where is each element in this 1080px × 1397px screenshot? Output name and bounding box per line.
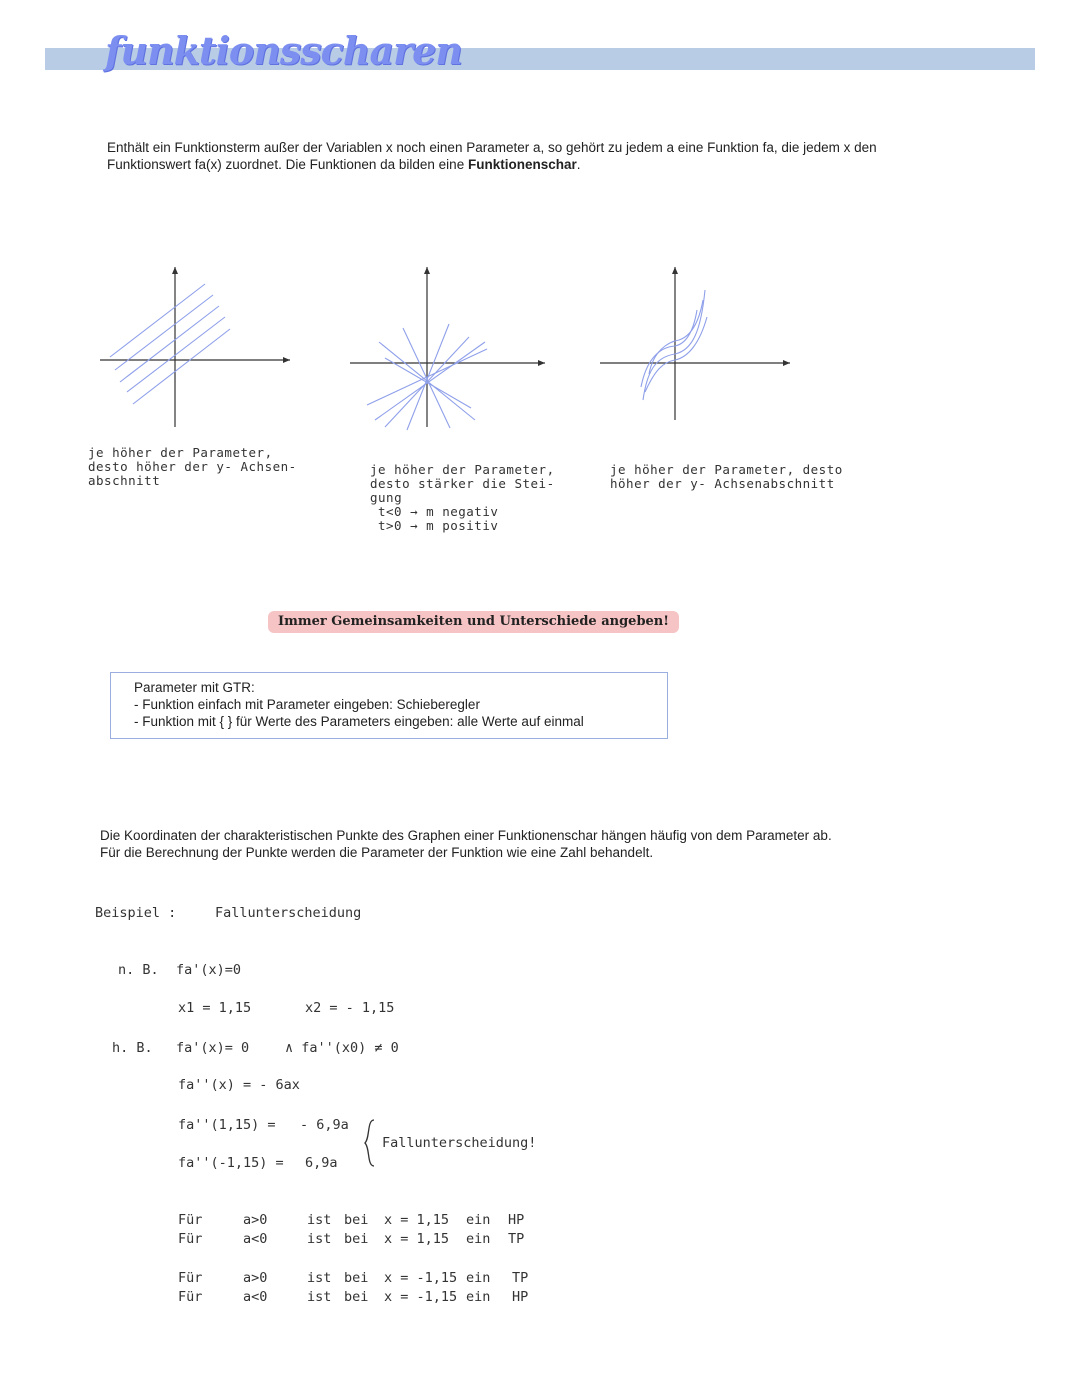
- note-graph-2: [370, 463, 570, 533]
- note-line: gung: [370, 490, 403, 505]
- row-bei: bei: [344, 1270, 369, 1286]
- row-ein: ein: [466, 1231, 491, 1247]
- second-derivative-pos: fa''(1,15) =: [178, 1117, 276, 1133]
- row-ein: ein: [466, 1270, 491, 1286]
- graph-line: [407, 324, 449, 430]
- note-line: höher der y- Achsenabschnitt: [610, 476, 835, 491]
- second-derivative: fa''(x) = - 6ax: [178, 1077, 300, 1093]
- gtr-info-box: [110, 672, 668, 739]
- brace-note: Fallunterscheidung!: [382, 1135, 537, 1151]
- note-line: je höher der Parameter,: [88, 445, 273, 460]
- nb-label: n. B.: [118, 962, 159, 978]
- koordinaten-line: Für die Berechnung der Punkte werden die Parameter der Funktion wie eine Zahl behandelt.: [100, 845, 654, 860]
- note-line: abschnitt: [88, 473, 161, 488]
- graph-cubic-curves: [595, 262, 795, 432]
- second-derivative-pos-value: - 6,9a: [300, 1117, 349, 1133]
- cubic-curve-group: [641, 290, 707, 400]
- graph-line: [375, 342, 485, 420]
- row-condition: a>0: [243, 1212, 268, 1228]
- graph-line: [127, 317, 225, 392]
- y-axis-arrow-icon: [172, 267, 178, 274]
- gtr-item: - Funktion einfach mit Parameter eingeben: Schieberegler: [134, 697, 480, 712]
- note-line: je höher der Parameter,: [370, 462, 555, 477]
- highlight-note: Immer Gemeinsamkeiten und Unterschiede angeben!: [268, 611, 679, 633]
- graph-line: [120, 306, 219, 382]
- parallel-line-group: [110, 284, 230, 404]
- note-line: je höher der Parameter, desto: [610, 462, 843, 477]
- intro-period: .: [576, 157, 581, 172]
- row-x: x = 1,15: [384, 1212, 450, 1228]
- intro-bold-term: Funktionenschar: [467, 157, 577, 172]
- second-derivative-neg-value: 6,9a: [305, 1155, 338, 1171]
- row-ist: ist: [307, 1212, 332, 1228]
- row-point-type: HP: [508, 1212, 525, 1228]
- gtr-title: Parameter mit GTR:: [134, 680, 255, 695]
- row-fuer: Für: [178, 1231, 203, 1247]
- nb-equation: fa'(x)=0: [176, 962, 242, 978]
- row-ein: ein: [466, 1289, 491, 1305]
- graph-lines-through-point: [345, 262, 550, 432]
- row-bei: bei: [344, 1289, 369, 1305]
- row-fuer: Für: [178, 1270, 203, 1286]
- note-graph-1: [88, 446, 318, 488]
- graph-parallel-lines: [95, 262, 295, 432]
- second-derivative-neg: fa''(-1,15) =: [178, 1155, 284, 1171]
- x-axis-arrow-icon: [283, 357, 290, 363]
- hb-equation: fa'(x)= 0: [176, 1040, 250, 1056]
- row-x: x = 1,15: [384, 1231, 450, 1247]
- row-ist: ist: [307, 1289, 332, 1305]
- row-condition: a<0: [243, 1289, 268, 1305]
- row-ist: ist: [307, 1231, 332, 1247]
- graph-line: [133, 329, 230, 404]
- row-bei: bei: [344, 1212, 369, 1228]
- koordinaten-line: Die Koordinaten der charakteristischen Punkte des Graphen einer Funktionenschar hängen häufig von dem Parameter ab.: [100, 828, 832, 843]
- note-line: t<0 → m negativ: [378, 504, 499, 519]
- graph-curve: [643, 290, 705, 400]
- row-ein: ein: [466, 1212, 491, 1228]
- row-point-type: HP: [512, 1289, 529, 1305]
- gtr-item: - Funktion mit { } für Werte des Parameters eingeben: alle Werte auf einmal: [134, 714, 584, 729]
- hb-label: h. B.: [112, 1040, 153, 1056]
- y-axis-arrow-icon: [672, 267, 678, 274]
- row-x: x = -1,15: [384, 1270, 458, 1286]
- row-ist: ist: [307, 1270, 332, 1286]
- y-axis-arrow-icon: [424, 267, 430, 274]
- row-condition: a>0: [243, 1270, 268, 1286]
- row-fuer: Für: [178, 1289, 203, 1305]
- note-line: desto höher der y- Achsen-: [88, 459, 297, 474]
- page-title: funktionsscharen: [105, 28, 462, 73]
- intro-paragraph: [107, 139, 927, 173]
- graph-line: [110, 284, 205, 357]
- intro-text: Enthält ein Funktionsterm außer der Variablen x noch einen Parameter a, so gehört zu jedem a eine Funktion fa, die jedem x den Funktionswert fa(x) zuordnet. Die Funktionen da bilden eine: [107, 140, 877, 172]
- graph-line: [385, 358, 471, 408]
- row-point-type: TP: [508, 1231, 525, 1247]
- x-axis-arrow-icon: [783, 360, 790, 366]
- koordinaten-paragraph: [100, 827, 960, 861]
- graph-line: [115, 295, 213, 370]
- x2-value: x2 = - 1,15: [305, 1000, 395, 1016]
- curly-brace-icon: [362, 1118, 378, 1168]
- hb-condition: ∧ fa''(x0) ≠ 0: [285, 1040, 399, 1056]
- beispiel-label: Beispiel :: [95, 905, 177, 921]
- row-x: x = -1,15: [384, 1289, 458, 1305]
- x1-value: x1 = 1,15: [178, 1000, 252, 1016]
- note-graph-3: [610, 463, 910, 491]
- note-line: desto stärker die Stei-: [370, 476, 555, 491]
- row-bei: bei: [344, 1231, 369, 1247]
- row-point-type: TP: [512, 1270, 529, 1286]
- row-condition: a<0: [243, 1231, 268, 1247]
- note-line: t>0 → m positiv: [378, 518, 499, 533]
- fallunterscheidung-heading: Fallunterscheidung: [215, 905, 362, 921]
- row-fuer: Für: [178, 1212, 203, 1228]
- x-axis-arrow-icon: [538, 360, 545, 366]
